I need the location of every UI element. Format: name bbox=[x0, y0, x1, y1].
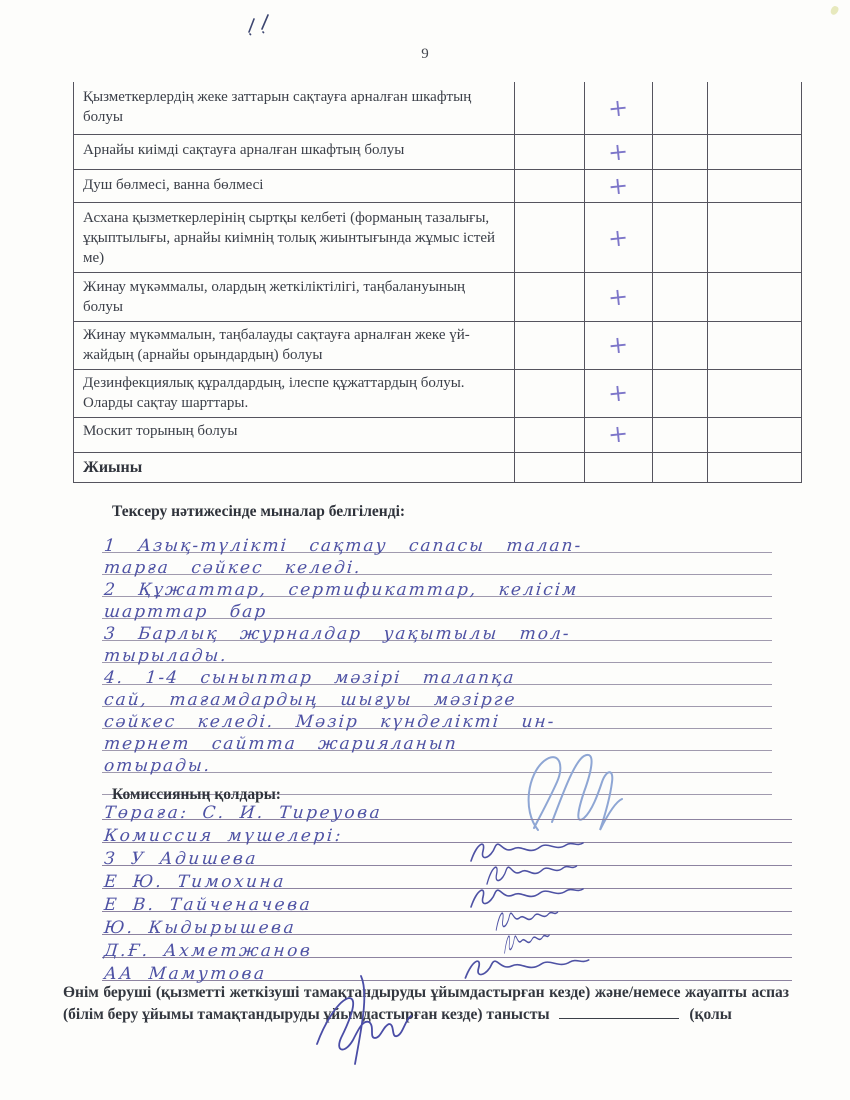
ruled-line bbox=[102, 575, 772, 600]
handwritten-text: тырылады. bbox=[103, 646, 229, 666]
table-cell-col3 bbox=[653, 170, 708, 203]
handwritten-text: сәйкес келеді. Мәзір күнделікті ин- bbox=[103, 712, 557, 732]
signature-row bbox=[102, 797, 792, 823]
handwritten-text: шарттар бар bbox=[103, 602, 269, 622]
plus-mark: + bbox=[607, 171, 630, 201]
table-cell-label: Душ бөлмесі, ванна бөлмесі bbox=[73, 170, 515, 203]
table-cell-col2 bbox=[585, 203, 653, 273]
table-cell-col2 bbox=[585, 82, 653, 135]
handwritten-text: сай, тағамдардың шығуы мәзірге bbox=[103, 690, 518, 710]
table-row bbox=[73, 416, 802, 453]
table-cell-col2 bbox=[585, 320, 653, 370]
table-cell-col2 bbox=[585, 453, 653, 483]
member-name: З У Адишева bbox=[103, 849, 259, 869]
footer-text-after: (қолы bbox=[689, 1006, 732, 1023]
table-cell-col3 bbox=[653, 320, 708, 370]
table-cell-label: Асхана қызметкерлерінің сыртқы келбеті (форманың тазалығы, ұқыптылығы, арнайы киімнің толық жиынтығында жұмыс істей ме) bbox=[73, 203, 515, 273]
table-cell-col1 bbox=[515, 272, 585, 322]
table-cell-label: Арнайы киімді сақтауға арналған шкафтың болуы bbox=[73, 135, 515, 170]
table-cell-col4 bbox=[708, 82, 802, 135]
commission-signatures bbox=[102, 797, 792, 984]
table-row bbox=[73, 170, 802, 203]
table-row bbox=[73, 272, 802, 320]
signature-row bbox=[102, 866, 792, 892]
table-cell-col4 bbox=[708, 135, 802, 170]
handwritten-text: 3 Барлық журналдар уақытылы тол- bbox=[103, 624, 572, 644]
handwritten-text: 2 Құжаттар, сертификаттар, келісім bbox=[103, 580, 580, 600]
member-name: Д.Ғ. Ахметжанов bbox=[103, 941, 314, 961]
table-row bbox=[73, 368, 802, 416]
ruled-line bbox=[102, 597, 772, 622]
table-cell-col2 bbox=[585, 272, 653, 322]
table-row bbox=[73, 320, 802, 368]
table-cell-col4 bbox=[708, 320, 802, 370]
ruled-line bbox=[102, 663, 772, 688]
table-cell-label: Жиыны bbox=[73, 453, 515, 483]
table-cell-col2 bbox=[585, 170, 653, 203]
table-cell-col1 bbox=[515, 203, 585, 273]
checklist-table bbox=[73, 82, 802, 482]
member-signature-icon bbox=[461, 952, 593, 984]
handwritten-text: отырады. bbox=[103, 756, 213, 776]
table-cell-col3 bbox=[653, 272, 708, 322]
ruled-line bbox=[102, 619, 772, 644]
table-cell-label: Қызметкерлердің жеке заттарын сақтауға арналған шкафтың болуы bbox=[73, 82, 515, 135]
member-name: АА Мамутова bbox=[103, 964, 268, 984]
table-cell-col2 bbox=[585, 135, 653, 170]
table-cell-label: Москит торының болуы bbox=[73, 416, 515, 453]
table-row bbox=[73, 203, 802, 272]
plus-mark: + bbox=[607, 222, 630, 253]
ruled-line bbox=[102, 531, 772, 556]
member-name: Төраға: С. И. Тиреуова bbox=[103, 803, 384, 823]
table-cell-col4 bbox=[708, 272, 802, 322]
ruled-line bbox=[102, 685, 772, 710]
ruled-line bbox=[102, 751, 772, 776]
table-cell-col1 bbox=[515, 82, 585, 135]
handwritten-text: тарға сәйкес келеді. bbox=[103, 558, 363, 578]
ruled-line bbox=[102, 729, 772, 754]
handwritten-text: 1 Азық-түлікті сақтау сапасы талап- bbox=[103, 536, 584, 556]
member-name: Ю. Кыдырышева bbox=[103, 918, 298, 938]
footer-paragraph bbox=[63, 982, 789, 1026]
pen-tick-marks-icon bbox=[244, 10, 274, 38]
table-cell-col1 bbox=[515, 320, 585, 370]
table-row bbox=[73, 82, 802, 135]
plus-mark: + bbox=[607, 419, 630, 449]
member-name: Е В. Тайченачева bbox=[103, 895, 314, 915]
footer-signature-icon bbox=[301, 974, 431, 1074]
table-cell-col3 bbox=[653, 135, 708, 170]
handwritten-text: тернет сайтта жарияланып bbox=[103, 734, 459, 754]
plus-mark: + bbox=[607, 377, 630, 408]
table-cell-col1 bbox=[515, 368, 585, 418]
plus-mark: + bbox=[607, 93, 630, 123]
table-cell-col3 bbox=[653, 82, 708, 135]
table-cell-col1 bbox=[515, 170, 585, 203]
commission-heading: Комиссияның қолдары: bbox=[112, 786, 281, 803]
member-name: Комиссия мүшелері: bbox=[103, 826, 344, 846]
table-cell-col4 bbox=[708, 170, 802, 203]
table-cell-col1 bbox=[515, 453, 585, 483]
findings-heading: Тексеру нәтижесінде мыналар белгіленді: bbox=[112, 503, 406, 520]
table-cell-label: Дезинфекциялық құралдардың, ілеспе құжаттардың болуы. Оларды сақтау шарттары. bbox=[73, 368, 515, 418]
table-cell-col2 bbox=[585, 368, 653, 418]
paper-smudge-icon bbox=[829, 5, 839, 16]
signature-row bbox=[102, 912, 792, 938]
table-cell-col3 bbox=[653, 453, 708, 483]
table-cell-col3 bbox=[653, 368, 708, 418]
table-cell-col4 bbox=[708, 416, 802, 453]
ruled-line bbox=[102, 707, 772, 732]
signature-row bbox=[102, 889, 792, 915]
table-cell-col2 bbox=[585, 416, 653, 453]
signature-row bbox=[102, 820, 792, 846]
ruled-line bbox=[102, 553, 772, 578]
handwritten-findings bbox=[102, 531, 772, 795]
footer-text-before: Өнім беруші (қызметті жеткізуші тамақтандыруды ұйымдастырған кезде) және/немесе жауапты аспаз (білім беру ұйымы тамақтандыруды ұйымдастырған кезде) танысты bbox=[63, 984, 789, 1023]
table-cell-col3 bbox=[653, 416, 708, 453]
table-cell-label: Жинау мүкәммалын, таңбалауды сақтауға арналған жеке үй-жайдың (арнайы орындардың) болуы bbox=[73, 320, 515, 370]
table-cell-col4 bbox=[708, 203, 802, 273]
page-number: 9 bbox=[421, 46, 429, 62]
signature-row bbox=[102, 935, 792, 961]
plus-mark: + bbox=[607, 329, 630, 360]
table-cell-col4 bbox=[708, 368, 802, 418]
table-row bbox=[73, 135, 802, 170]
table-row bbox=[73, 453, 802, 482]
signature-row bbox=[102, 843, 792, 869]
table-cell-col1 bbox=[515, 135, 585, 170]
table-cell-col1 bbox=[515, 416, 585, 453]
table-cell-col4 bbox=[708, 453, 802, 483]
table-cell-col3 bbox=[653, 203, 708, 273]
ruled-line bbox=[102, 641, 772, 666]
plus-mark: + bbox=[607, 281, 630, 312]
signature-row bbox=[102, 958, 792, 984]
member-name: Е Ю. Тимохина bbox=[103, 872, 287, 892]
handwritten-text: 4. 1-4 сыныптар мәзірі талапқа bbox=[103, 668, 517, 688]
plus-mark: + bbox=[607, 137, 630, 167]
table-cell-label: Жинау мүкәммалы, олардың жеткіліктілігі, таңбалануының болуы bbox=[73, 272, 515, 322]
signature-blank-line bbox=[559, 1005, 679, 1019]
